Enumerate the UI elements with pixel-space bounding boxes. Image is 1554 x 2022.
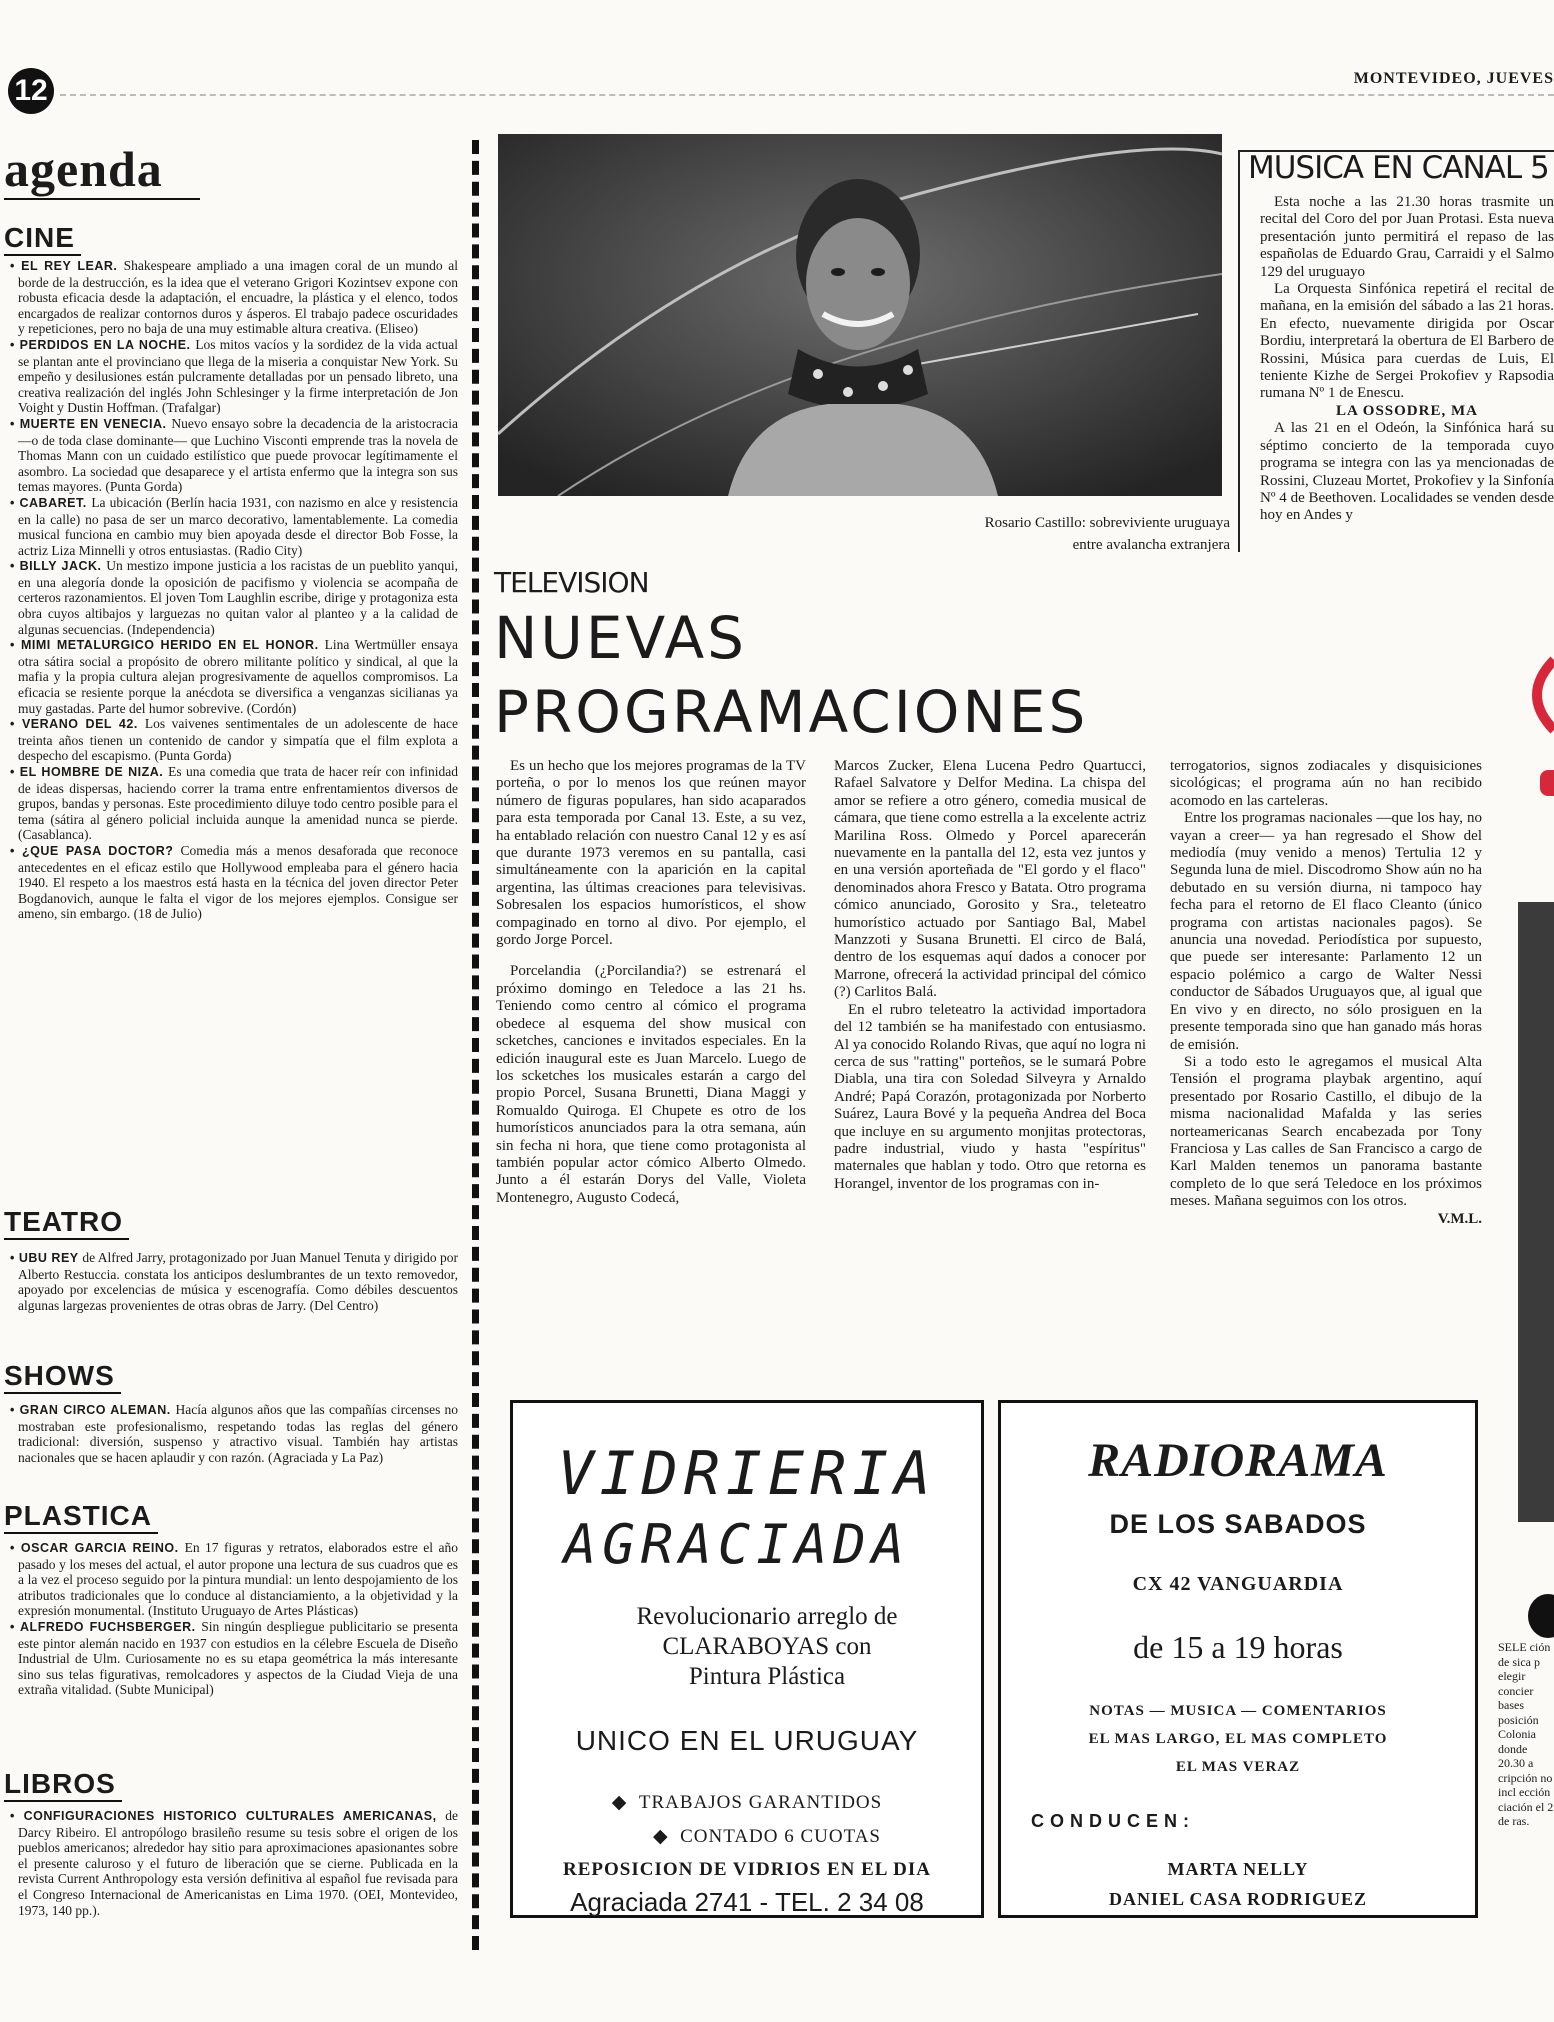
- article-headline-line-1: NUEVAS: [494, 604, 747, 672]
- section-cine: CINE: [4, 222, 81, 256]
- agenda-item-text: Hacía algunos años que las compañías circenses no mostraban este profesionalismo, respetando todas las reglas del género tradicional: diversión, suspenso y atractivo visual. También hay artistas nacionales que se hacen aplaudir y con razón. (Agraciada y La Paz): [18, 1402, 458, 1465]
- musica-paragraph: La Orquesta Sinfónica repetirá el recital de mañana, en la emisión del sábado a las 21 horas. En efecto, nuevamente dirigida por Oscar Bordiu, interpretará la obertura de El Barbero de Rossini, Música para cuerdas de Luis, El teniente Kizhe de Sergei Prokofiev y Rapsodia rumana Nº 1 de Enescu.: [1260, 281, 1554, 402]
- article-paragraph: Porcelandia (¿Porcilandia?) se estrenará el próximo domingo en Teledoce a las 21 hs. Teniendo como centro al cómico el programa obedece al esquema del show musical con scketches, canciones e invitados especiales. En la edición inaugural este es Juan Marcelo. Luego de los scketches los musicales estarán a cargo del propio Porcel, Susana Brunetti, Diana Maggi y Romualdo Quiroga. El Chupete es otro de los humorísticos anunciados para la otra semana, aún sin fecha ni hora, que tiene como protagonista al también popular actor cómico Alberto Olmedo. Junto a él estarán Dorys del Valle, Violeta Montenegro, Augusto Codecá,: [496, 963, 806, 1206]
- agenda-item-text: Shakespeare ampliado a una imagen coral de un mundo al borde de la destrucción, es la idea que el veterano Grigori Kozintsev expone con robusta eficacia desde la adaptación, el encuadre, la plástica y el elenco, todos encargados de realizar contornos duros y ásperos. El trabajo padece oscuridades y repeticiones, pero no baja de una muy estimable altura creativa. (Eliseo): [18, 258, 458, 337]
- agenda-item-text: En 17 figuras y retratos, elaborados estre el año pasado y los meses del actual, el autor propone una lectura de sus cuadros que es a la vez el proceso seguido por la pintura mundial: un lento despojamiento de los atributos tradicionales que lo conduce al distanciamiento, a la objetividad y la expresión monumental. (Instituto Uruguayo de Artes Plásticas): [18, 1540, 458, 1619]
- photo-rosario-castillo: [498, 134, 1222, 496]
- agenda-item: [10, 843, 458, 922]
- ad-radiorama: [998, 1400, 1478, 1918]
- agenda-item-text: Sin ningún despliegue publicitario se presenta este pintor alemán nacido en 1937 con estudios en la célebre Escuela de Diseño Industrial de Ulm. Curiosamente no es su etapa geométrica la más interesante sino sus telas figurativas, remolcadores y aspectos de la Ciudad Vieja de una extraña vitalidad. (Subte Municipal): [18, 1618, 459, 1698]
- agenda-item-title: • EL REY LEAR.: [10, 259, 124, 273]
- agenda-item-text: La ubicación (Berlín hacia 1931, con nazismo en alce y resistencia en la calle) no pasa de ser un marco decorativo, lamentablemente. La comedia musical funciona en cambio muy bien apoyada desde el director Bob Fosse, la actriz Liza Minnelli y otros entusiastas. (Radio City): [18, 494, 458, 558]
- agenda-item: [10, 1808, 458, 1918]
- header-rule: [60, 94, 1554, 96]
- agenda-item: [10, 1250, 458, 1313]
- agenda-item-text: Nuevo ensayo sobre la decadencia de la aristocracia —o de toda clase dominante— que Luchino Visconti emprende tras la novela de Thomas Mann con un cuidado estilístico que puede provocar legítimamente el asombro. La sociedad que desaparece y el artista enfermo que la integra son sus temas mayores. (Punta Gorda): [18, 415, 459, 495]
- agenda-item-text: Lina Wertmüller ensaya otra sátira social a propósito de obrero militante político y sindical, al que la mafia y la propia cultura alejan progresivamente de aquellos compromisos. La eficacia se resiente porque la anécdota se diversifica a venganzas sicilianas ya muy gastadas. Parte del humor sobrevive. (Cordón): [18, 637, 458, 716]
- agenda-item-text: de Darcy Ribeiro. El antropólogo brasileño resume su tesis sobre el origen de los pueblos americanos; alrededor hay sitio para aproximaciones apasionantes sobre el presente caluroso y el futuro de liberación que se cierne. Publicada en la revista Current Anthropology esta versión definitiva al español fue revisada para el Congreso Internacional de Americanistas en Lima 1970. (OEI, Montevideo, 1973, 140 pp.).: [18, 1808, 458, 1918]
- ad-conducen-label: CONDUCEN:: [1031, 1811, 1195, 1831]
- caption-line-1: Rosario Castillo: sobreviviente uruguaya: [984, 515, 1230, 531]
- ad-radiorama-title: RADIORAMA: [1088, 1434, 1388, 1487]
- ad-line: REPOSICION DE VIDRIOS EN EL DIA: [563, 1859, 931, 1880]
- photo-image: [498, 134, 1222, 496]
- agenda-item-title: • VERANO DEL 42.: [10, 717, 145, 732]
- musica-paragraph: Esta noche a las 21.30 horas trasmite un recital del Coro del por Juan Protasi. Esta nueva presentación junto permitirá el repaso de las españolas de Eduardo Grau, Carraidi y el Salmo 129 del uruguayo: [1260, 194, 1554, 280]
- right-strip-text: SELE ción de sica p elegir concier bases posición Colonia donde 20.30 a cripción no incl ección ciación el 2 de ras.: [1498, 1640, 1554, 1828]
- ad-line: ◆ TRABAJOS GARANTIDOS: [611, 1792, 883, 1813]
- cine-list: [10, 258, 458, 922]
- agenda-item: [10, 558, 458, 637]
- musica-body: [1260, 194, 1554, 525]
- agenda-item-title: • EL HOMBRE DE NIZA.: [10, 765, 169, 779]
- libros-list: [10, 1808, 458, 1918]
- agenda-item-title: • MIMI METALURGICO HERIDO EN EL HONOR.: [10, 638, 325, 653]
- section-libros: LIBROS: [4, 1768, 122, 1802]
- agenda-item-text: de Alfred Jarry, protagonizado por Juan Manuel Tenuta y dirigido por Alberto Restuccia. constata los anticipos deslumbrantes de un texto removedor, apoyado por excelencias de música y escenografía. Como débiles descuentos algunas largezas provenientes de otras obras de Jarry. (Del Centro): [18, 1250, 458, 1313]
- article-headline-line-2: PROGRAMACIONES: [494, 678, 1089, 746]
- article-signature: V.M.L.: [1437, 1210, 1482, 1227]
- agenda-item: [10, 1619, 458, 1698]
- caption-line-2: entre avalancha extranjera: [1072, 537, 1230, 553]
- article-paragraph: Es un hecho que los mejores programas de la TV porteña, o por lo menos los que reúnen mayor número de figuras populares, han sido acaparados para esta temporada por Canal 13. Este, a su vez, ha entablado relación con nuestro Canal 12 y es así que durante 1973 veremos en su pantalla, casi simultáneamente con la aparición en la capital argentina, las últimas creaciones para televisivas. Sobresalen los espacios humorísticos, el show compaginado en torno al divo. Por ejemplo, el gordo Jorge Porcel.: [496, 758, 806, 949]
- agenda-item: [10, 416, 458, 495]
- agenda-item: [10, 637, 458, 716]
- agenda-item-title: • ALFREDO FUCHSBERGER.: [10, 1619, 202, 1634]
- agenda-item: [10, 1402, 458, 1465]
- agenda-item-title: • GRAN CIRCO ALEMAN.: [10, 1403, 176, 1417]
- section-shows: SHOWS: [4, 1360, 121, 1394]
- agenda-item-title: • PERDIDOS EN LA NOCHE.: [10, 337, 196, 352]
- red-ad-fragment: [1520, 650, 1554, 740]
- article-kicker: TELEVISION: [494, 566, 649, 599]
- plastica-list: [10, 1540, 458, 1698]
- ad-address-phone: Agraciada 2741 - TEL. 2 34 08: [570, 1887, 924, 1917]
- agenda-item-title: • UBU REY: [10, 1251, 83, 1265]
- ad-line: CLARABOYAS con: [662, 1633, 872, 1660]
- article-paragraph: Entre los programas nacionales —que los hay, no vayan a creer— ya han regresado el Show del mediodía (muy venido a menos) Tertulia 12 y Segunda luna de miel. Discodromo Show aún no ha debutado en su versión diurna, ni tampoco hay fecha para el retorno de El flaco Cleanto (único programa con artistas nacionales pagos). Se anuncia una novedad. Periodística por supuesto, que puede ser interesante: Parlamento 12 un espacio polémico a cargo de Walter Nessi conductor de Sábados Uruguayos que, al igual que En vivo y en directo, no sólo prosiguen en la presente temporada sino que han ganado más horas de emisión.: [1170, 810, 1482, 1053]
- musica-paragraph: A las 21 en el Odeón, la Sinfónica hará su séptimo concierto de la temporada cuyo programa se integra con las ya mencionadas de Rossini, Cluzeau Mortet, Prokofiev y la Sinfonía Nº 4 de Beethoven. Localidades se venden desde hoy en Andes y: [1260, 420, 1554, 524]
- agenda-item: [10, 764, 458, 843]
- shows-list: [10, 1402, 458, 1465]
- article-column-2: [834, 758, 1146, 1193]
- ad-line: ◆ CONTADO 6 CUOTAS: [653, 1826, 881, 1847]
- agenda-title-rule: [4, 198, 200, 200]
- agenda-item-title: • CONFIGURACIONES HISTORICO CULTURALES AMERICANAS,: [10, 1809, 446, 1823]
- right-strip-photo: [1518, 902, 1554, 1522]
- agenda-item-title: • ¿QUE PASA DOCTOR?: [10, 843, 181, 858]
- ad-host: MARTA NELLY: [1167, 1859, 1309, 1879]
- teatro-list: [10, 1250, 458, 1313]
- ad-line-highlight: UNICO EN EL URUGUAY: [575, 1725, 919, 1756]
- article-column-3: [1170, 758, 1482, 1228]
- photo-caption: [820, 512, 1230, 556]
- agenda-item: [10, 495, 458, 558]
- ad-line: EL MAS LARGO, EL MAS COMPLETO: [1088, 1731, 1388, 1747]
- ad-line: Pintura Plástica: [688, 1663, 846, 1690]
- section-plastica: PLASTICA: [4, 1500, 158, 1534]
- ad-host: DANIEL CASA RODRIGUEZ: [1108, 1889, 1368, 1909]
- agenda-item: [10, 258, 458, 337]
- ad-line: EL MAS VERAZ: [1175, 1759, 1301, 1775]
- ad-title-2: AGRACIADA: [563, 1513, 911, 1576]
- agenda-item-text: Un mestizo impone justicia a los racistas de un pueblito yanqui, en una alegoría donde la oposición de pacifismo y violencia se acompaña de certeros razonamientos. El joven Tom Laughlin escribe, dirige y protagoniza esta obra cuyos altibajos y larguezas no quitan valor al planteo y a la calidad de algunas secuencias. (Independencia): [18, 558, 458, 637]
- musica-subtitle: LA OSSODRE, MA: [1336, 402, 1478, 419]
- agenda-item-title: • CABARET.: [10, 495, 92, 510]
- ad-schedule: de 15 a 19 horas: [1133, 1629, 1343, 1665]
- agenda-item-title: • BILLY JACK.: [10, 559, 107, 574]
- right-strip-badge: [1528, 1594, 1554, 1638]
- column-divider: [472, 140, 479, 1950]
- article-paragraph: terrogatorios, signos zodiacales y disquisiciones sicológicas; el programa aún no han recibido acomodo en las carteleras.: [1170, 758, 1482, 809]
- agenda-item-text: Es una comedia que trata de hacer reír con infinidad de ideas dispersas, haciendo correr la trama entre enfrentamientos diversos de grupos, bandas y personas. Este procedimiento diluye todo centro posible para el tema (sátira al género policial incluida aunque la amenidad nunca se pierde. (Casablanca).: [18, 764, 458, 843]
- ad-line: CX 42 VANGUARDIA: [1132, 1573, 1344, 1595]
- agenda-item: [10, 337, 458, 416]
- section-teatro: TEATRO: [4, 1206, 129, 1240]
- article-paragraph: Marcos Zucker, Elena Lucena Pedro Quartucci, Rafael Salvatore y Delfor Medina. La chispa del amor se refiere a otro género, comedia musical de cámara, que tiene como estrella a la excelente actriz Marilina Ross. Olmedo y Porcel aparecerán nuevamente en la pantalla del 12, esta vez juntos y en una versión aporteñada de "El gordo y el flaco" denominados ahora Fresco y Batata. Otro programa cómico anunciado, Gorosito y Sra., teleteatro humorístico actuado por Santiago Bal, Mabel Manzzoti y Susana Brunetti. El circo de Balá, dentro de los esquemas aquí dados a conocer por Marrone, ofrecerá la actividad principal del cómico (?) Carlitos Balá.: [834, 758, 1146, 1001]
- article-column-1: [496, 758, 806, 1207]
- red-ad-fragment-2: [1540, 770, 1554, 796]
- article-paragraph: Si a todo esto le agregamos el musical Alta Tensión el programa playbak argentino, aquí presentado por Rosario Castillo, el dibujo de la misma nacionalidad Mafalda y las series norteamericanas Search encabezada por Tony Franciosa y Las calles de San Francisco a cargo de Karl Malden tenemos un panorama bastante completo de lo que será Teledoce en los próximos meses. Mañana seguimos con los otros.: [1170, 1053, 1482, 1210]
- agenda-item: [10, 716, 458, 764]
- musica-title: MUSICA EN CANAL 5: [1248, 150, 1549, 186]
- agenda-item-title: • OSCAR GARCIA REINO.: [10, 1541, 185, 1555]
- agenda-item: [10, 1540, 458, 1619]
- agenda-item-title: • MUERTE EN VENECIA.: [10, 416, 172, 431]
- ad-line: Revolucionario arreglo de: [636, 1603, 898, 1630]
- agenda-title: agenda: [4, 141, 163, 197]
- ad-line: NOTAS — MUSICA — COMENTARIOS: [1089, 1703, 1387, 1719]
- article-paragraph: En el rubro teleteatro la actividad importadora del 12 también se ha manifestado con entusiasmo. Al ya conocido Rolando Rivas, que aquí no logra ni cerca de sus "ratting" porteños, se le sumará Pobre Diabla, una tira con Soledad Silveyra y Arnaldo André; Papá Corazón, protagonizada por Norberto Suárez, Laura Bové y la pequeña Andrea del Boca que incluye en su argumento monjitas protectoras, padre industrial, viudo y hasta "espíritus" maternales que hablan y todo. Otro que retorna es Horangel, inventor de los programas con in-: [834, 1001, 1146, 1192]
- ad-vidrieria-agraciada: [510, 1400, 984, 1918]
- agenda-item-text: Comedia más a menos desaforada que reconoce antecedentes en el eficaz estilo que Hollywood empleaba para el género hacia 1940. El respeto a los maestros está hasta en la técnica del joven director Peter Bogdanovich, aunque le falta el vigor de los mejores ejemplos. Consigue ser ameno, sin embargo. (18 de Julio): [18, 842, 458, 922]
- agenda-item-text: Los mitos vacíos y la sordidez de la vida actual se plantan ante el provinciano que llega de la miseria a conquistar New York. Su empeño y desilusiones están pulcramente detalladas por un pensado libreto, una creativa realización del inglés John Schlesinger y la firme interpretación de Jon Voight y Dustin Hoffman. (Trafalgar): [18, 336, 458, 416]
- header-dateline: MONTEVIDEO, JUEVES: [1353, 70, 1554, 87]
- page-number: 12: [8, 68, 54, 114]
- agenda-item-text: Los vaivenes sentimentales de un adolescente de hace treinta años tienen un contenido de candor y simpatía que el film explota a despecho del escapismo. (Punta Gorda): [18, 716, 458, 764]
- diamond-icon: ◆: [653, 1826, 681, 1847]
- ad-title-1: VIDRIERIA: [557, 1439, 937, 1509]
- diamond-icon: ◆: [611, 1792, 639, 1813]
- ad-line: DE LOS SABADOS: [1109, 1509, 1367, 1539]
